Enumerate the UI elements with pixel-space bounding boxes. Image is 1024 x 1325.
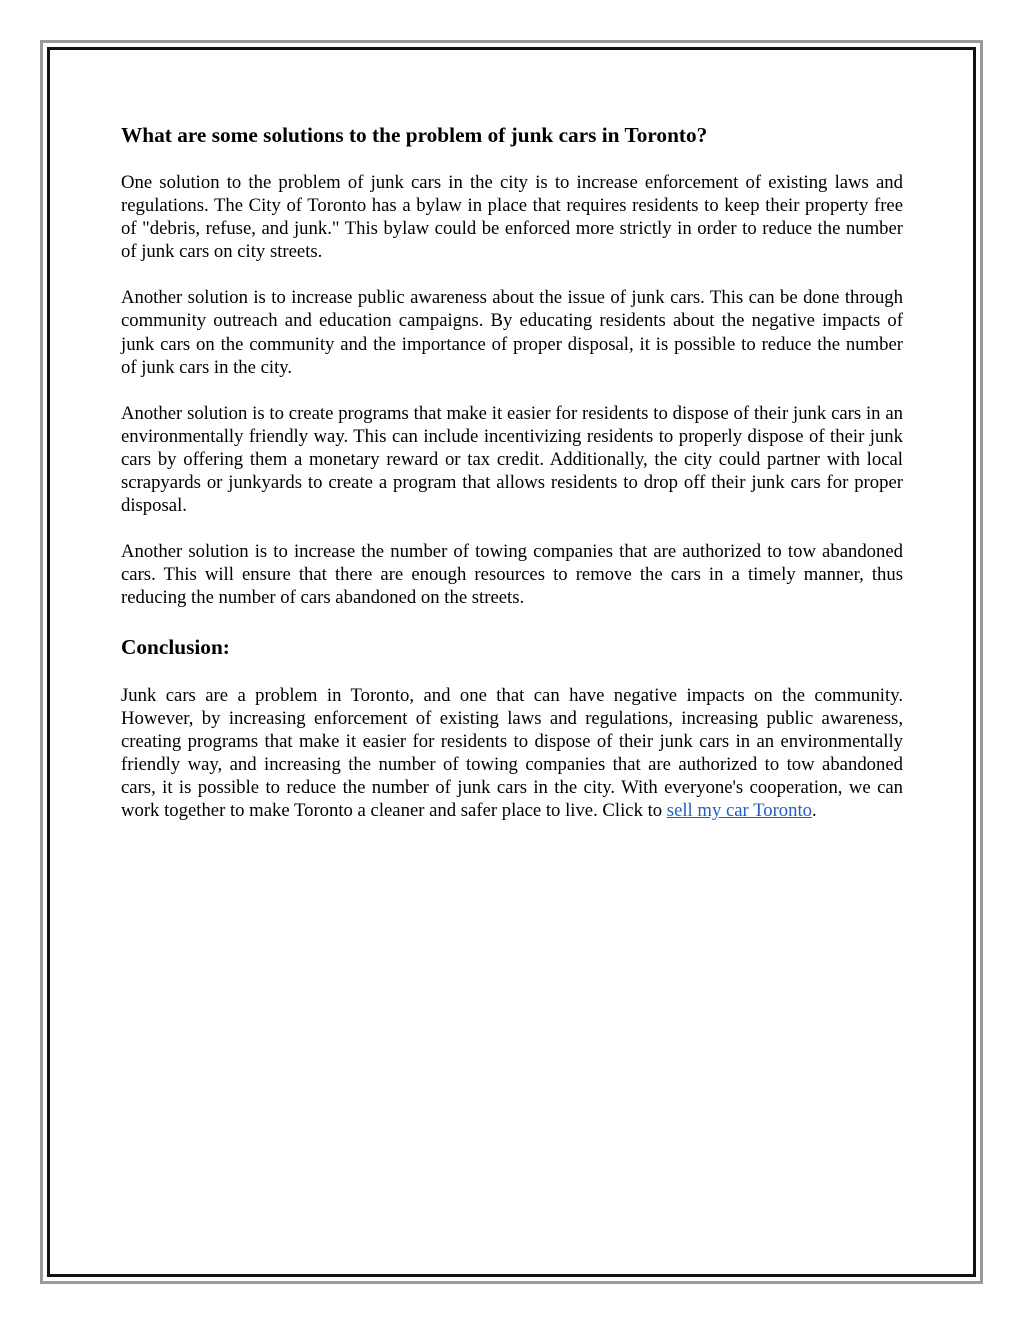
conclusion-text: Junk cars are a problem in Toronto, and one that can have negative impacts on the community. However, by increasing enforcement of existing laws and regulations, increasing public awareness, creating programs that make it easier for residents to dispose of their junk cars in an environmentally friendly way, and increasing the number of towing companies that are authorized to tow abandoned cars, it is possible to reduce the number of junk cars in the city. With everyone's cooperation, we can work together to make Toronto a cleaner and safer place to live. Click to	[121, 684, 903, 821]
paragraph-enforcement: One solution to the problem of junk cars in the city is to increase enforcement of existing laws and regulations. The City of Toronto has a bylaw in place that requires residents to keep their property free of "debris, refuse, and junk." This bylaw could be enforced more strictly in order to reduce the number of junk cars on city streets.	[121, 172, 903, 263]
conclusion-period: .	[812, 799, 817, 821]
paragraph-conclusion	[121, 684, 903, 823]
paragraph-towing: Another solution is to increase the number of towing companies that are authorized to tow abandoned cars. This will ensure that there are enough resources to remove the cars in a timely manner, thus reducing the number of cars abandoned on the streets.	[121, 541, 903, 609]
sell-my-car-link[interactable]: sell my car Toronto	[666, 799, 813, 821]
conclusion-heading: Conclusion:	[121, 634, 230, 659]
solutions-heading: What are some solutions to the problem of junk cars in Toronto?	[121, 123, 708, 147]
paragraph-awareness: Another solution is to increase public awareness about the issue of junk cars. This can be done through community outreach and education campaigns. By educating residents about the negative impacts of junk cars on the community and the importance of proper disposal, it is possible to reduce the number of junk cars in the city.	[121, 287, 903, 378]
paragraph-disposal-programs: Another solution is to create programs that make it easier for residents to dispose of their junk cars in an environmentally friendly way. This can include incentivizing residents to properly dispose of their junk cars by offering them a monetary reward or tax credit. Additionally, the city could partner with local scrapyards or junkyards to create a program that allows residents to drop off their junk cars for proper disposal.	[121, 402, 903, 517]
document-body	[121, 121, 903, 845]
